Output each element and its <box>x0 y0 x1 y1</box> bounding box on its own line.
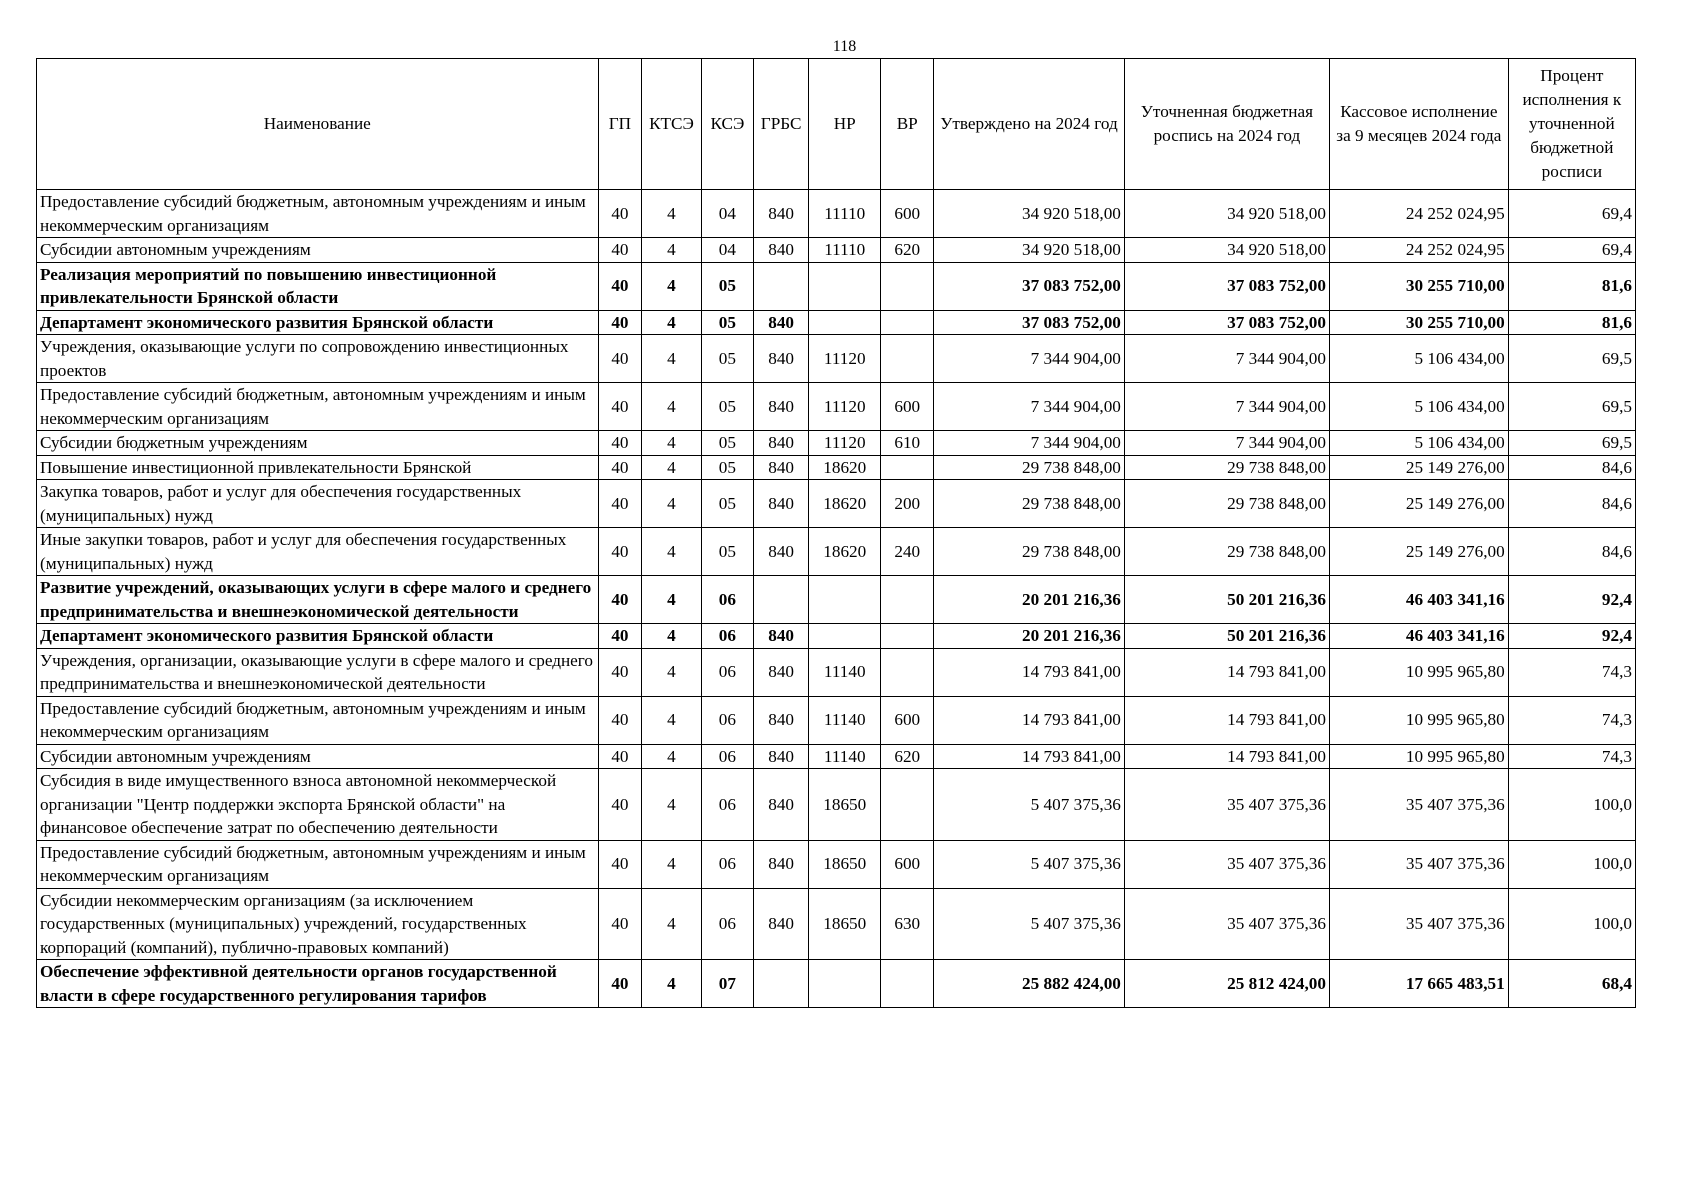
cell-gp: 40 <box>598 576 642 624</box>
cell-refined: 7 344 904,00 <box>1124 335 1329 383</box>
cell-kse: 05 <box>701 480 754 528</box>
table-row <box>37 960 1636 1008</box>
table-row <box>37 335 1636 383</box>
cell-gp: 40 <box>598 238 642 263</box>
cell-nr <box>809 310 881 335</box>
cell-approved: 20 201 216,36 <box>934 576 1125 624</box>
cell-approved: 14 793 841,00 <box>934 744 1125 769</box>
header-ktse: КТСЭ <box>642 59 701 190</box>
header-percent: Процент исполнения к уточненной бюджетной росписи <box>1508 59 1635 190</box>
cell-percent: 100,0 <box>1508 769 1635 841</box>
cell-refined: 7 344 904,00 <box>1124 383 1329 431</box>
cell-approved: 29 738 848,00 <box>934 480 1125 528</box>
cell-grbs <box>754 576 809 624</box>
cell-kse: 06 <box>701 648 754 696</box>
table-row <box>37 310 1636 335</box>
cell-refined: 34 920 518,00 <box>1124 190 1329 238</box>
cell-name: Закупка товаров, работ и услуг для обеспечения государственных (муниципальных) нужд <box>37 480 599 528</box>
table-row <box>37 576 1636 624</box>
cell-percent: 84,6 <box>1508 455 1635 480</box>
cell-approved: 29 738 848,00 <box>934 528 1125 576</box>
cell-nr <box>809 262 881 310</box>
cell-percent: 74,3 <box>1508 744 1635 769</box>
cell-gp: 40 <box>598 624 642 649</box>
table-row <box>37 480 1636 528</box>
cell-cash: 5 106 434,00 <box>1329 383 1508 431</box>
cell-name: Предоставление субсидий бюджетным, автономным учреждениям и иным некоммерческим организациям <box>37 383 599 431</box>
cell-kse: 07 <box>701 960 754 1008</box>
cell-percent: 74,3 <box>1508 696 1635 744</box>
cell-ktse: 4 <box>642 310 701 335</box>
cell-kse: 05 <box>701 262 754 310</box>
cell-approved: 34 920 518,00 <box>934 238 1125 263</box>
cell-grbs: 840 <box>754 696 809 744</box>
cell-grbs <box>754 960 809 1008</box>
cell-ktse: 4 <box>642 431 701 456</box>
cell-kse: 05 <box>701 335 754 383</box>
cell-gp: 40 <box>598 528 642 576</box>
cell-cash: 5 106 434,00 <box>1329 335 1508 383</box>
cell-kse: 06 <box>701 840 754 888</box>
cell-gp: 40 <box>598 455 642 480</box>
cell-kse: 06 <box>701 769 754 841</box>
cell-ktse: 4 <box>642 648 701 696</box>
header-name: Наименование <box>37 59 599 190</box>
table-row <box>37 238 1636 263</box>
cell-grbs: 840 <box>754 648 809 696</box>
header-vr: ВР <box>881 59 934 190</box>
cell-grbs: 840 <box>754 310 809 335</box>
cell-kse: 06 <box>701 744 754 769</box>
cell-cash: 10 995 965,80 <box>1329 696 1508 744</box>
cell-kse: 04 <box>701 238 754 263</box>
cell-refined: 7 344 904,00 <box>1124 431 1329 456</box>
cell-refined: 14 793 841,00 <box>1124 648 1329 696</box>
cell-refined: 14 793 841,00 <box>1124 696 1329 744</box>
cell-grbs: 840 <box>754 528 809 576</box>
header-cash: Кассовое исполнение за 9 месяцев 2024 года <box>1329 59 1508 190</box>
cell-percent: 84,6 <box>1508 528 1635 576</box>
cell-approved: 7 344 904,00 <box>934 335 1125 383</box>
cell-nr: 18620 <box>809 528 881 576</box>
cell-cash: 17 665 483,51 <box>1329 960 1508 1008</box>
cell-refined: 25 812 424,00 <box>1124 960 1329 1008</box>
cell-vr <box>881 960 934 1008</box>
cell-nr: 18650 <box>809 888 881 960</box>
cell-percent: 69,5 <box>1508 431 1635 456</box>
cell-kse: 04 <box>701 190 754 238</box>
cell-cash: 35 407 375,36 <box>1329 840 1508 888</box>
cell-gp: 40 <box>598 262 642 310</box>
cell-ktse: 4 <box>642 455 701 480</box>
cell-gp: 40 <box>598 744 642 769</box>
cell-percent: 92,4 <box>1508 576 1635 624</box>
cell-ktse: 4 <box>642 576 701 624</box>
cell-percent: 81,6 <box>1508 310 1635 335</box>
cell-cash: 46 403 341,16 <box>1329 624 1508 649</box>
cell-kse: 05 <box>701 528 754 576</box>
cell-ktse: 4 <box>642 262 701 310</box>
cell-cash: 25 149 276,00 <box>1329 455 1508 480</box>
cell-percent: 69,4 <box>1508 238 1635 263</box>
cell-name: Предоставление субсидий бюджетным, автономным учреждениям и иным некоммерческим организациям <box>37 840 599 888</box>
cell-percent: 92,4 <box>1508 624 1635 649</box>
cell-refined: 14 793 841,00 <box>1124 744 1329 769</box>
cell-vr: 600 <box>881 190 934 238</box>
cell-grbs: 840 <box>754 888 809 960</box>
cell-approved: 20 201 216,36 <box>934 624 1125 649</box>
cell-ktse: 4 <box>642 383 701 431</box>
cell-refined: 29 738 848,00 <box>1124 480 1329 528</box>
cell-kse: 05 <box>701 310 754 335</box>
cell-name: Предоставление субсидий бюджетным, автономным учреждениям и иным некоммерческим организациям <box>37 696 599 744</box>
cell-nr <box>809 960 881 1008</box>
cell-nr: 11120 <box>809 431 881 456</box>
cell-kse: 05 <box>701 455 754 480</box>
cell-gp: 40 <box>598 190 642 238</box>
cell-vr: 630 <box>881 888 934 960</box>
cell-ktse: 4 <box>642 744 701 769</box>
cell-percent: 69,5 <box>1508 383 1635 431</box>
table-row <box>37 624 1636 649</box>
table-header-row <box>37 59 1636 190</box>
cell-grbs: 840 <box>754 769 809 841</box>
cell-grbs: 840 <box>754 455 809 480</box>
cell-ktse: 4 <box>642 528 701 576</box>
budget-table <box>36 58 1636 1008</box>
cell-ktse: 4 <box>642 769 701 841</box>
cell-percent: 84,6 <box>1508 480 1635 528</box>
cell-percent: 69,4 <box>1508 190 1635 238</box>
cell-cash: 24 252 024,95 <box>1329 190 1508 238</box>
cell-approved: 37 083 752,00 <box>934 310 1125 335</box>
cell-grbs: 840 <box>754 624 809 649</box>
cell-cash: 35 407 375,36 <box>1329 769 1508 841</box>
cell-vr <box>881 648 934 696</box>
cell-approved: 5 407 375,36 <box>934 888 1125 960</box>
cell-name: Субсидии некоммерческим организациям (за исключением государственных (муниципальных) учреждений, государственных корпораций (компаний), публично-правовых компаний) <box>37 888 599 960</box>
table-row <box>37 888 1636 960</box>
cell-kse: 06 <box>701 888 754 960</box>
cell-approved: 37 083 752,00 <box>934 262 1125 310</box>
cell-vr: 600 <box>881 840 934 888</box>
cell-cash: 10 995 965,80 <box>1329 648 1508 696</box>
cell-vr <box>881 624 934 649</box>
cell-ktse: 4 <box>642 960 701 1008</box>
cell-vr <box>881 455 934 480</box>
cell-approved: 7 344 904,00 <box>934 431 1125 456</box>
cell-name: Департамент экономического развития Брянской области <box>37 310 599 335</box>
header-gp: ГП <box>598 59 642 190</box>
cell-ktse: 4 <box>642 840 701 888</box>
cell-grbs: 840 <box>754 744 809 769</box>
cell-approved: 14 793 841,00 <box>934 648 1125 696</box>
cell-refined: 37 083 752,00 <box>1124 310 1329 335</box>
cell-grbs <box>754 262 809 310</box>
cell-refined: 29 738 848,00 <box>1124 455 1329 480</box>
cell-cash: 24 252 024,95 <box>1329 238 1508 263</box>
cell-ktse: 4 <box>642 888 701 960</box>
cell-nr: 11120 <box>809 335 881 383</box>
cell-gp: 40 <box>598 960 642 1008</box>
cell-vr <box>881 335 934 383</box>
cell-percent: 81,6 <box>1508 262 1635 310</box>
table-row <box>37 696 1636 744</box>
cell-name: Учреждения, организации, оказывающие услуги в сфере малого и среднего предпринимательства и внешнеэкономической деятельности <box>37 648 599 696</box>
cell-ktse: 4 <box>642 238 701 263</box>
cell-refined: 35 407 375,36 <box>1124 888 1329 960</box>
cell-cash: 25 149 276,00 <box>1329 480 1508 528</box>
cell-name: Субсидии автономным учреждениям <box>37 238 599 263</box>
table-row <box>37 262 1636 310</box>
cell-grbs: 840 <box>754 480 809 528</box>
cell-gp: 40 <box>598 888 642 960</box>
cell-vr: 600 <box>881 696 934 744</box>
cell-nr: 18650 <box>809 840 881 888</box>
cell-kse: 06 <box>701 624 754 649</box>
cell-refined: 29 738 848,00 <box>1124 528 1329 576</box>
cell-nr: 18620 <box>809 480 881 528</box>
cell-gp: 40 <box>598 310 642 335</box>
cell-gp: 40 <box>598 335 642 383</box>
cell-kse: 05 <box>701 431 754 456</box>
cell-name: Обеспечение эффективной деятельности органов государственной власти в сфере государственного регулирования тарифов <box>37 960 599 1008</box>
table-row <box>37 383 1636 431</box>
table-row <box>37 431 1636 456</box>
cell-name: Предоставление субсидий бюджетным, автономным учреждениям и иным некоммерческим организациям <box>37 190 599 238</box>
cell-grbs: 840 <box>754 190 809 238</box>
cell-nr: 11120 <box>809 383 881 431</box>
cell-refined: 50 201 216,36 <box>1124 576 1329 624</box>
cell-refined: 34 920 518,00 <box>1124 238 1329 263</box>
cell-approved: 5 407 375,36 <box>934 769 1125 841</box>
cell-gp: 40 <box>598 840 642 888</box>
table-row <box>37 744 1636 769</box>
cell-percent: 100,0 <box>1508 888 1635 960</box>
cell-vr <box>881 262 934 310</box>
cell-ktse: 4 <box>642 480 701 528</box>
cell-gp: 40 <box>598 383 642 431</box>
cell-gp: 40 <box>598 480 642 528</box>
cell-kse: 06 <box>701 696 754 744</box>
cell-approved: 34 920 518,00 <box>934 190 1125 238</box>
cell-percent: 69,5 <box>1508 335 1635 383</box>
cell-cash: 46 403 341,16 <box>1329 576 1508 624</box>
cell-ktse: 4 <box>642 696 701 744</box>
table-row <box>37 528 1636 576</box>
cell-cash: 30 255 710,00 <box>1329 262 1508 310</box>
header-grbs: ГРБС <box>754 59 809 190</box>
cell-approved: 5 407 375,36 <box>934 840 1125 888</box>
table-row <box>37 648 1636 696</box>
cell-ktse: 4 <box>642 624 701 649</box>
cell-cash: 10 995 965,80 <box>1329 744 1508 769</box>
cell-approved: 29 738 848,00 <box>934 455 1125 480</box>
header-nr: НР <box>809 59 881 190</box>
cell-nr: 11140 <box>809 696 881 744</box>
cell-vr: 620 <box>881 238 934 263</box>
cell-refined: 50 201 216,36 <box>1124 624 1329 649</box>
cell-cash: 30 255 710,00 <box>1329 310 1508 335</box>
cell-name: Субсидии автономным учреждениям <box>37 744 599 769</box>
cell-name: Иные закупки товаров, работ и услуг для обеспечения государственных (муниципальных) нужд <box>37 528 599 576</box>
cell-ktse: 4 <box>642 335 701 383</box>
cell-name: Развитие учреждений, оказывающих услуги в сфере малого и среднего предпринимательства и внешнеэкономической деятельности <box>37 576 599 624</box>
cell-cash: 35 407 375,36 <box>1329 888 1508 960</box>
cell-vr: 600 <box>881 383 934 431</box>
cell-nr <box>809 624 881 649</box>
cell-percent: 74,3 <box>1508 648 1635 696</box>
cell-refined: 35 407 375,36 <box>1124 840 1329 888</box>
header-refined: Уточненная бюджетная роспись на 2024 год <box>1124 59 1329 190</box>
cell-kse: 06 <box>701 576 754 624</box>
cell-kse: 05 <box>701 383 754 431</box>
cell-grbs: 840 <box>754 383 809 431</box>
table-row <box>37 455 1636 480</box>
page-number: 118 <box>832 38 857 55</box>
cell-grbs: 840 <box>754 840 809 888</box>
cell-nr <box>809 576 881 624</box>
cell-vr: 610 <box>881 431 934 456</box>
cell-name: Повышение инвестиционной привлекательности Брянской <box>37 455 599 480</box>
cell-approved: 25 882 424,00 <box>934 960 1125 1008</box>
cell-vr <box>881 310 934 335</box>
cell-refined: 37 083 752,00 <box>1124 262 1329 310</box>
header-approved: Утверждено на 2024 год <box>934 59 1125 190</box>
cell-gp: 40 <box>598 769 642 841</box>
cell-name: Учреждения, оказывающие услуги по сопровождению инвестиционных проектов <box>37 335 599 383</box>
cell-nr: 18650 <box>809 769 881 841</box>
cell-name: Реализация мероприятий по повышению инвестиционной привлекательности Брянской области <box>37 262 599 310</box>
cell-percent: 100,0 <box>1508 840 1635 888</box>
cell-ktse: 4 <box>642 190 701 238</box>
cell-refined: 35 407 375,36 <box>1124 769 1329 841</box>
cell-nr: 11110 <box>809 238 881 263</box>
cell-cash: 5 106 434,00 <box>1329 431 1508 456</box>
header-kse: КСЭ <box>701 59 754 190</box>
cell-grbs: 840 <box>754 238 809 263</box>
cell-vr: 620 <box>881 744 934 769</box>
cell-approved: 7 344 904,00 <box>934 383 1125 431</box>
cell-grbs: 840 <box>754 431 809 456</box>
cell-approved: 14 793 841,00 <box>934 696 1125 744</box>
cell-name: Субсидия в виде имущественного взноса автономной некоммерческой организации "Центр поддержки экспорта Брянской области" на финансовое обеспечение затрат по обеспечению деятельности <box>37 769 599 841</box>
cell-name: Субсидии бюджетным учреждениям <box>37 431 599 456</box>
cell-nr: 11140 <box>809 648 881 696</box>
cell-vr <box>881 576 934 624</box>
cell-nr: 11140 <box>809 744 881 769</box>
cell-gp: 40 <box>598 648 642 696</box>
cell-nr: 11110 <box>809 190 881 238</box>
table-row <box>37 840 1636 888</box>
cell-vr: 240 <box>881 528 934 576</box>
cell-gp: 40 <box>598 696 642 744</box>
cell-percent: 68,4 <box>1508 960 1635 1008</box>
cell-vr <box>881 769 934 841</box>
cell-cash: 25 149 276,00 <box>1329 528 1508 576</box>
cell-gp: 40 <box>598 431 642 456</box>
table-row <box>37 190 1636 238</box>
table-row <box>37 769 1636 841</box>
cell-vr: 200 <box>881 480 934 528</box>
cell-name: Департамент экономического развития Брянской области <box>37 624 599 649</box>
cell-nr: 18620 <box>809 455 881 480</box>
cell-grbs: 840 <box>754 335 809 383</box>
